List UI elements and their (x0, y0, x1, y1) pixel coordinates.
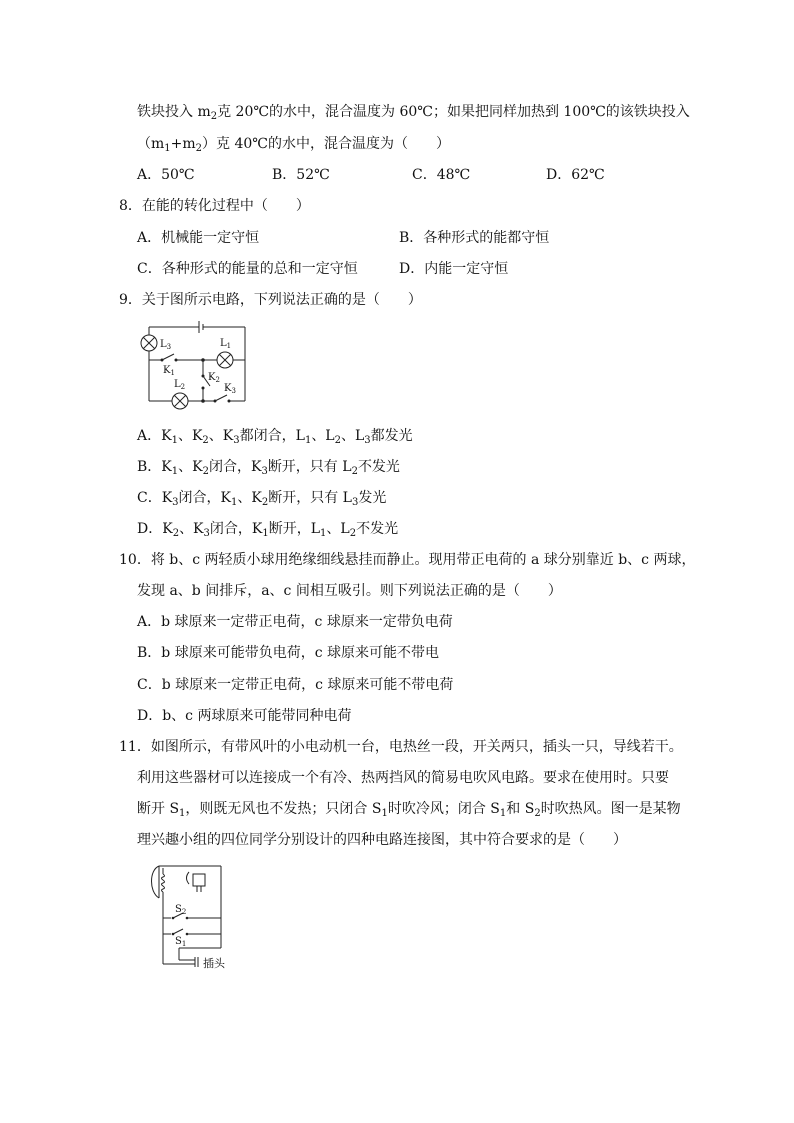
label-k2: $K_2$ (208, 372, 220, 384)
t: 、L (326, 521, 350, 537)
t: 和 S (506, 801, 535, 817)
q9-circuit-diagram (140, 318, 260, 414)
s: 3 (233, 435, 240, 446)
t: A．K (137, 428, 172, 444)
q9-option-b (137, 457, 400, 477)
t: 闭合，K (209, 521, 263, 537)
s: 1 (381, 808, 388, 819)
label-l3: $L_3$ (160, 339, 172, 351)
q7-sub: 2 (195, 143, 203, 154)
t: 、K (208, 428, 234, 444)
label-k3: $K_3$ (224, 383, 236, 395)
t: 断开，只有 L (268, 490, 352, 506)
s: 2 (351, 466, 358, 477)
q8-stem: 8．在能的转化过程中（ ） (119, 198, 310, 214)
q7-sub: 2 (210, 111, 218, 122)
t: 断开 S (137, 801, 180, 817)
lamp-l3-icon (141, 335, 157, 351)
t: C．K (137, 490, 173, 506)
s: 2 (349, 528, 357, 539)
s: 1 (171, 435, 178, 446)
q7-text: 铁块投入 m (137, 104, 211, 120)
q9-stem: 9．关于图所示电路，下列说法正确的是（ ） (119, 292, 422, 308)
label-k1: $K_1$ (163, 365, 175, 377)
t: 发光 (358, 490, 387, 506)
t: 都闭合，L (239, 428, 305, 444)
s: 3 (351, 497, 359, 508)
q7-text: +m (170, 136, 196, 152)
q10-stem-line-2: 发现 a、b 间排斥，a、c 间相互吸引。则下列说法正确的是（ ） (137, 583, 562, 599)
s: 2 (534, 808, 541, 819)
t: 不发光 (357, 459, 400, 475)
s: 2 (261, 497, 269, 508)
label-l1: $L_1$ (220, 338, 232, 350)
t: 、K (237, 490, 262, 506)
s: 2 (334, 435, 341, 446)
q7-sub: 1 (164, 143, 171, 154)
q10-option-c: C．b 球原来一定带正电荷，c 球原来可能不带电荷 (137, 677, 454, 693)
q8-option-d: D．内能一定守恒 (399, 261, 509, 277)
q10-option-b: B．b 球原来可能带负电荷，c 球原来可能不带电 (137, 645, 439, 661)
q11-stem-line-3 (137, 799, 681, 819)
q7-option-a: A．50℃ (137, 167, 195, 183)
s: 1 (171, 466, 179, 477)
t: 、L (340, 428, 365, 444)
s: 3 (203, 528, 210, 539)
q8-option-c: C．各种形式的能量的总和一定守恒 (137, 261, 358, 277)
s: 1 (179, 808, 186, 819)
q10-option-a: A．b 球原来一定带正电荷，c 球原来一定带负电荷 (137, 614, 453, 630)
q7-text: ）克 40℃的水中，混合温度为（ ） (202, 136, 450, 152)
q7-option-d: D．62℃ (546, 167, 605, 183)
s: 1 (320, 528, 327, 539)
s: 3 (364, 435, 371, 446)
t: 、L (311, 428, 335, 444)
s: 2 (202, 466, 209, 477)
t: 、K (179, 521, 204, 537)
q7-stem-line-2 (137, 134, 450, 154)
q9-option-d (137, 519, 398, 539)
q11-hairdryer-circuit-diagram (145, 862, 255, 972)
t: 时吹冷风；闭合 S (387, 801, 500, 817)
q11-stem-line-4: 理兴趣小组的四位同学分别设计的四种电路连接图，其中符合要求的是（ ） (137, 832, 627, 848)
label-s2: $S_2$ (175, 904, 187, 916)
s: 1 (231, 497, 238, 508)
label-l2: $L_2$ (174, 379, 186, 391)
q10-option-d: D．b、c 两球原来可能带同种电荷 (137, 708, 352, 724)
t: B．K (137, 459, 172, 475)
q7-option-c: C．48℃ (412, 167, 471, 183)
q10-stem-line-1: 10．将 b、c 两轻质小球用绝缘细线悬挂而静止。现用带正电荷的 a 球分别靠近 b、c 两球， (119, 552, 696, 568)
s: 1 (304, 435, 312, 446)
q11-stem-line-2: 利用这些器材可以连接成一个有冷、热两挡风的简易电吹风电路。要求在使用时。只要 (137, 770, 669, 786)
lamp-l2-icon (172, 393, 188, 409)
q7-stem-line-1 (137, 102, 690, 122)
q8-option-b: B．各种形式的能都守恒 (399, 230, 550, 246)
t: 断开，只有 L (267, 459, 352, 475)
q11-stem-line-1: 11．如图所示，有带风叶的小电动机一台，电热丝一段，开关两只，插头一只，导线若干。 (119, 739, 683, 755)
s: 1 (262, 528, 269, 539)
label-plug: 插头 (203, 957, 225, 970)
s: 1 (499, 808, 507, 819)
t: 时吹热风。图一是某物 (540, 801, 681, 817)
t: 、K (178, 459, 203, 475)
s: 2 (172, 528, 180, 539)
lamp-l1-icon (217, 352, 233, 368)
t: 都发光 (370, 428, 413, 444)
t: 闭合，K (208, 459, 262, 475)
q9-option-a (137, 426, 413, 446)
t: ，则既无风也不发热；只闭合 S (185, 801, 382, 817)
t: 、K (177, 428, 203, 444)
s: 3 (172, 497, 179, 508)
q7-text: （m (137, 136, 165, 152)
q7-text: 克 20℃的水中，混合温度为 60℃；如果把同样加热到 100℃的该铁块投入 (217, 104, 690, 120)
q8-option-a: A．机械能一定守恒 (137, 230, 260, 246)
s: 2 (202, 435, 209, 446)
q9-option-c (137, 488, 386, 508)
s: 3 (261, 466, 268, 477)
t: D．K (137, 521, 173, 537)
q7-option-b: B．52℃ (272, 167, 330, 183)
t: 不发光 (356, 521, 399, 537)
label-s1: $S_1$ (175, 936, 187, 948)
t: 断开，L (268, 521, 321, 537)
t: 闭合，K (178, 490, 232, 506)
